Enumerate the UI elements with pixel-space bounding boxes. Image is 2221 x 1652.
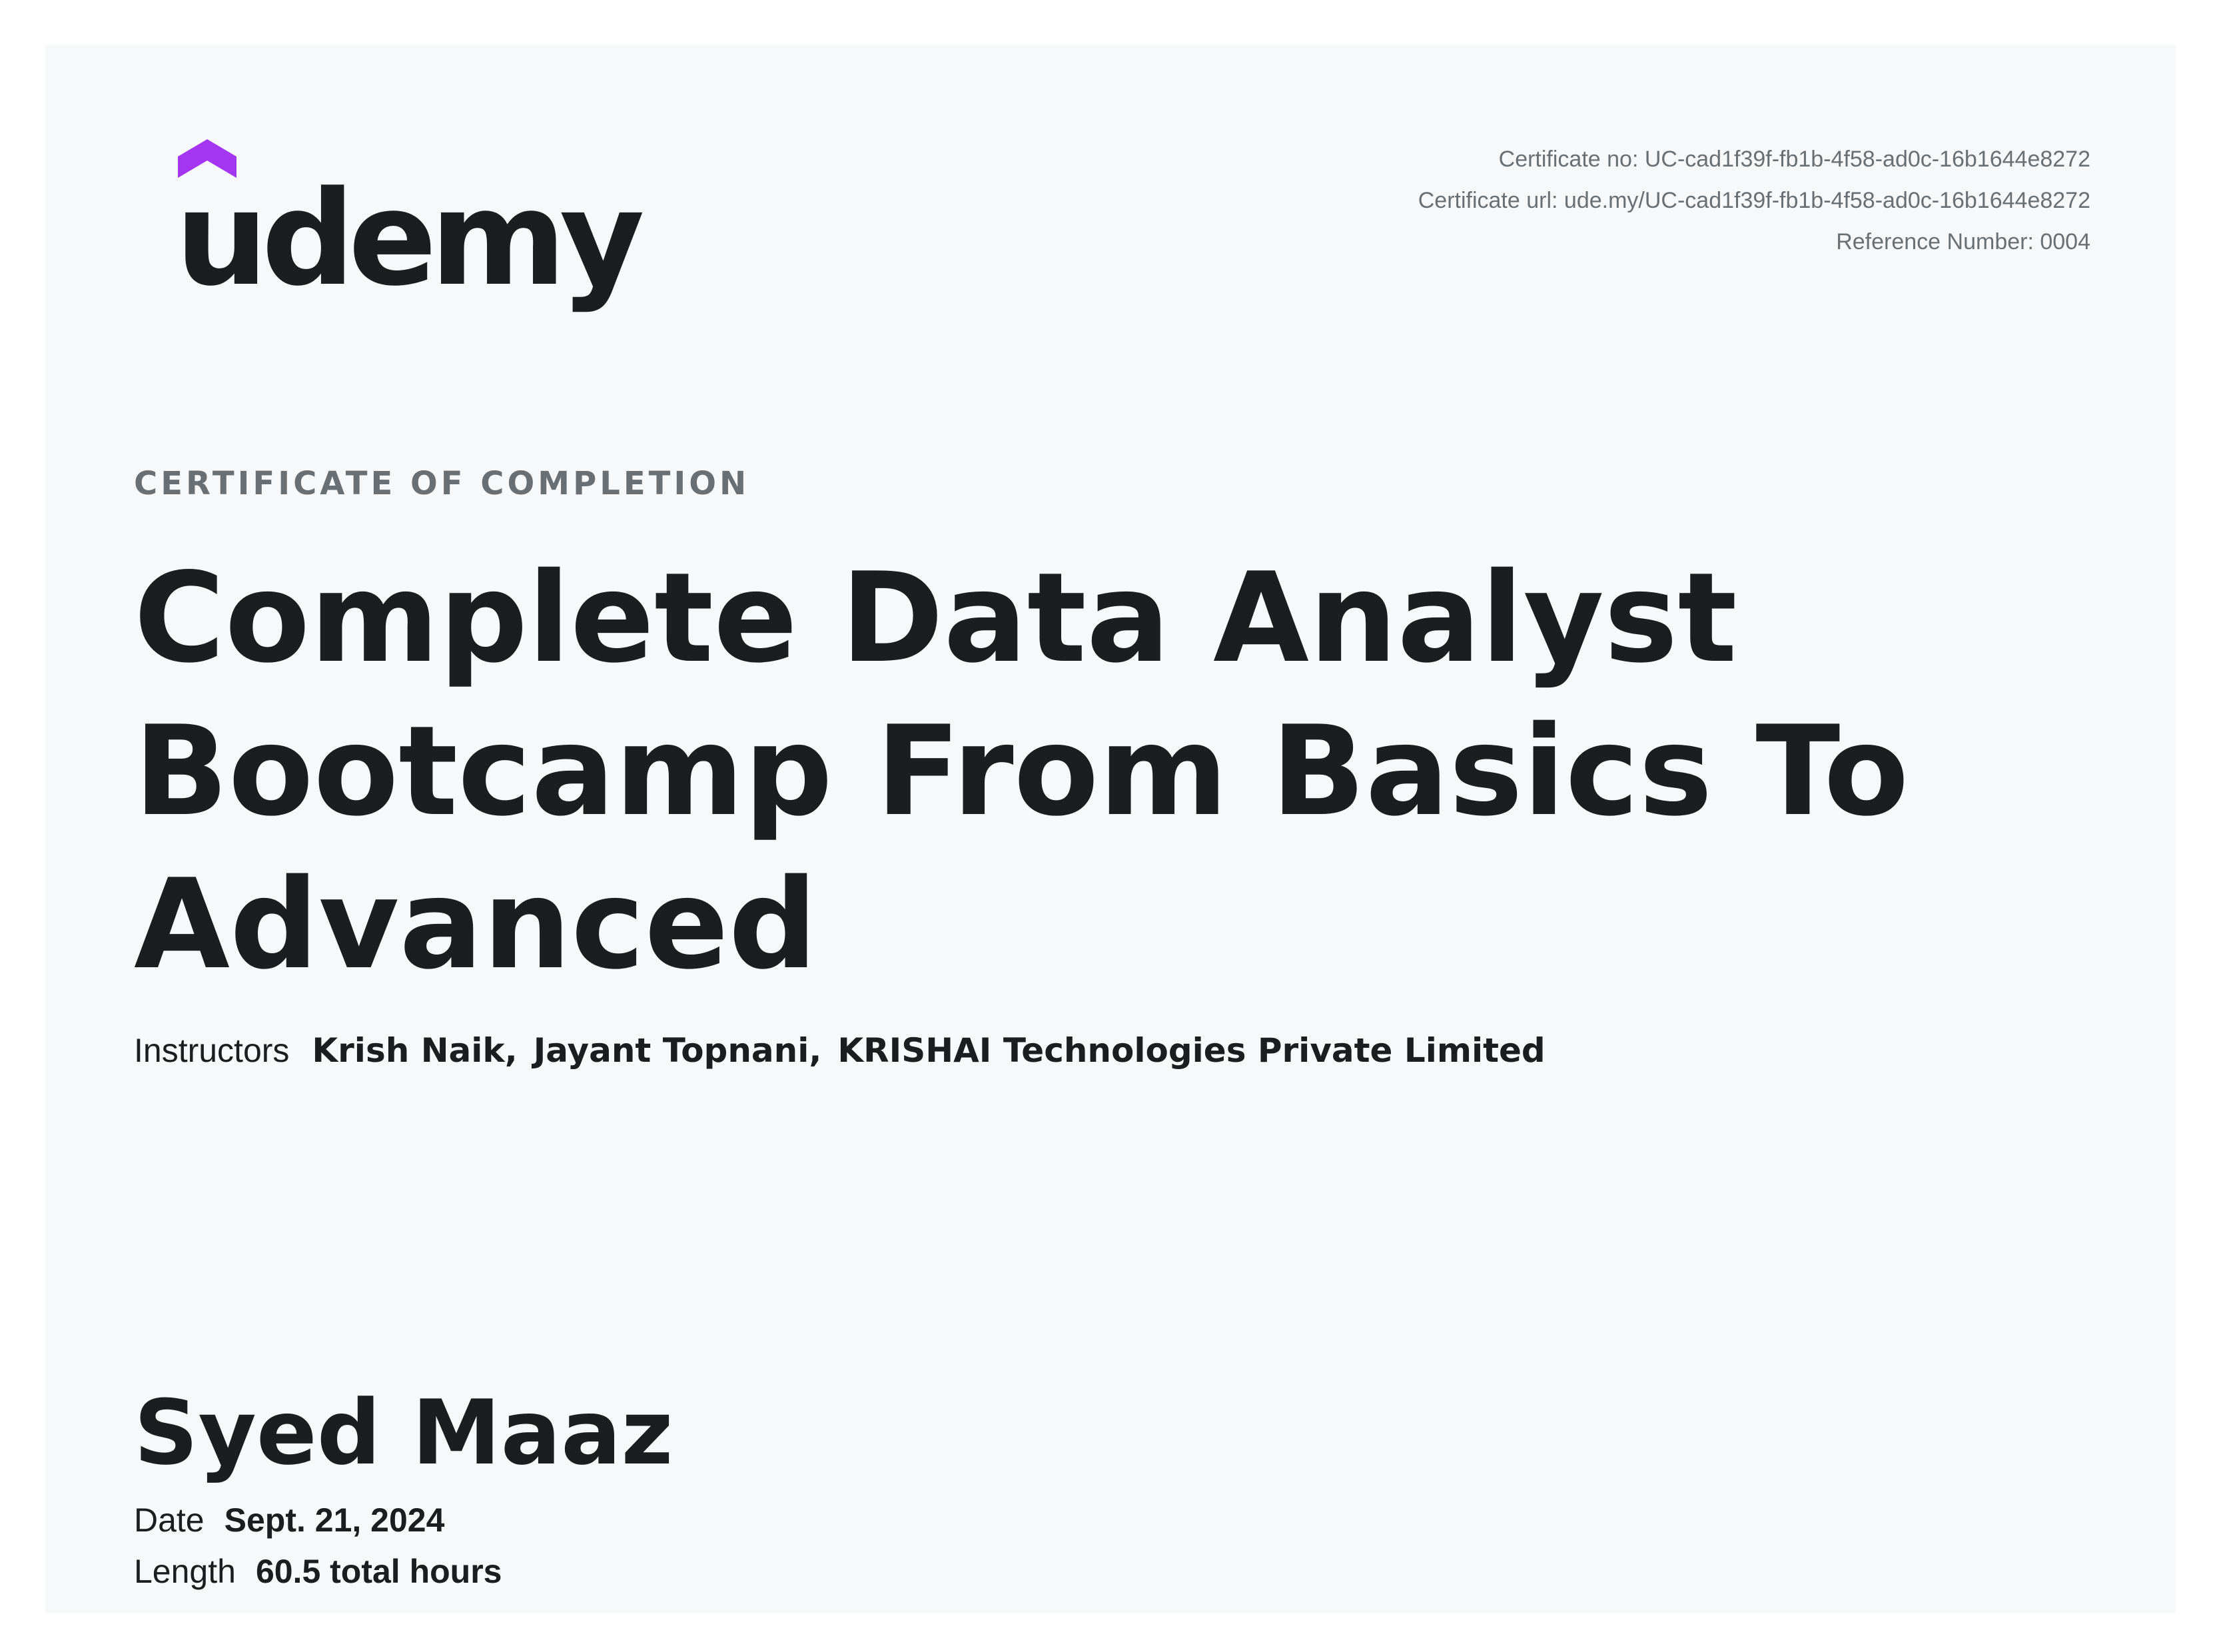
reference-number: Reference Number: 0004 [1836, 229, 2090, 254]
length-label: Length [134, 1553, 236, 1590]
student-name: Syed Maaz [134, 1381, 673, 1485]
date-label: Date [134, 1501, 205, 1539]
certificate-url: Certificate url: ude.my/UC-cad1f39f-fb1b-4f58-ad0c-16b1644e8272 [1418, 188, 2090, 213]
logo-wordmark: udemy [175, 163, 638, 315]
certificate-heading: CERTIFICATE OF COMPLETION [134, 465, 750, 502]
instructor-name: Jayant Topnani, [533, 1031, 822, 1070]
udemy-logo [134, 134, 638, 334]
certificate-number: Certificate no: UC-cad1f39f-fb1b-4f58-ad0c-16b1644e8272 [1498, 147, 2090, 172]
date-row [134, 1501, 444, 1539]
course-title: Complete Data Analyst Bootcamp From Basics To Advanced [134, 546, 1909, 997]
instructor-name: KRISHAI Technologies Private Limited [837, 1031, 1546, 1070]
instructors-label: Instructors [134, 1032, 290, 1069]
length-row [134, 1552, 502, 1591]
certificate-sheet [45, 45, 2176, 1613]
instructors-row [134, 1031, 1546, 1070]
instructor-name: Krish Naik, [312, 1031, 518, 1070]
date-value: Sept. 21, 2024 [224, 1501, 445, 1539]
certificate-meta [1418, 139, 2090, 262]
length-value: 60.5 total hours [255, 1553, 502, 1590]
